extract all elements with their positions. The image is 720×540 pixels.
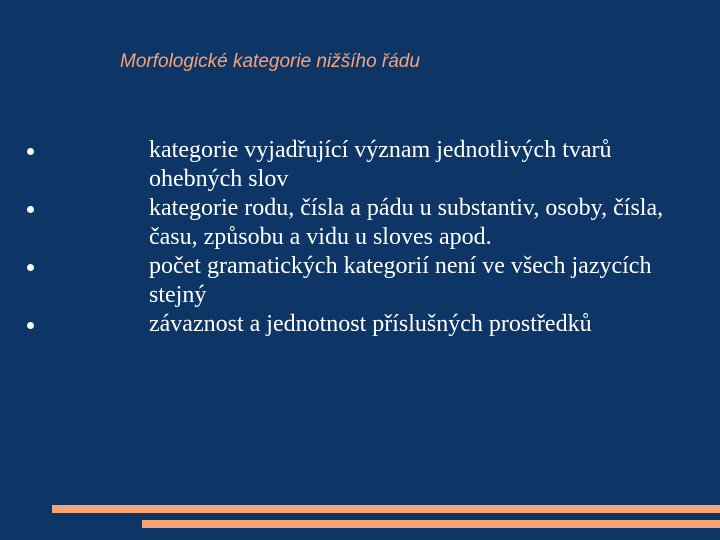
bullet-dot-icon: [27, 322, 34, 329]
decorative-bar-bottom: [142, 520, 720, 528]
list-item: [0, 194, 709, 252]
bullet-dot-icon: [27, 264, 34, 271]
list-item: [0, 136, 709, 194]
bullet-text: počet gramatických kategorií není ve všech jazycích stejný: [149, 253, 652, 308]
bullet-list: [0, 136, 720, 339]
list-item: [0, 252, 709, 310]
decorative-bar-top: [52, 505, 720, 513]
bullet-dot-icon: [27, 148, 34, 155]
slide-title: Morfologické kategorie nižšího řádu: [120, 51, 420, 72]
bullet-text: kategorie rodu, čísla a pádu u substantiv, osoby, čísla, času, způsobu a vidu u sloves apod.: [149, 195, 664, 250]
list-item: [0, 310, 709, 339]
bullet-text: závaznost a jednotnost příslušných prostředků: [149, 311, 592, 337]
bullet-dot-icon: [27, 206, 34, 213]
bullet-text: kategorie vyjadřující význam jednotlivých tvarů ohebných slov: [149, 137, 612, 192]
